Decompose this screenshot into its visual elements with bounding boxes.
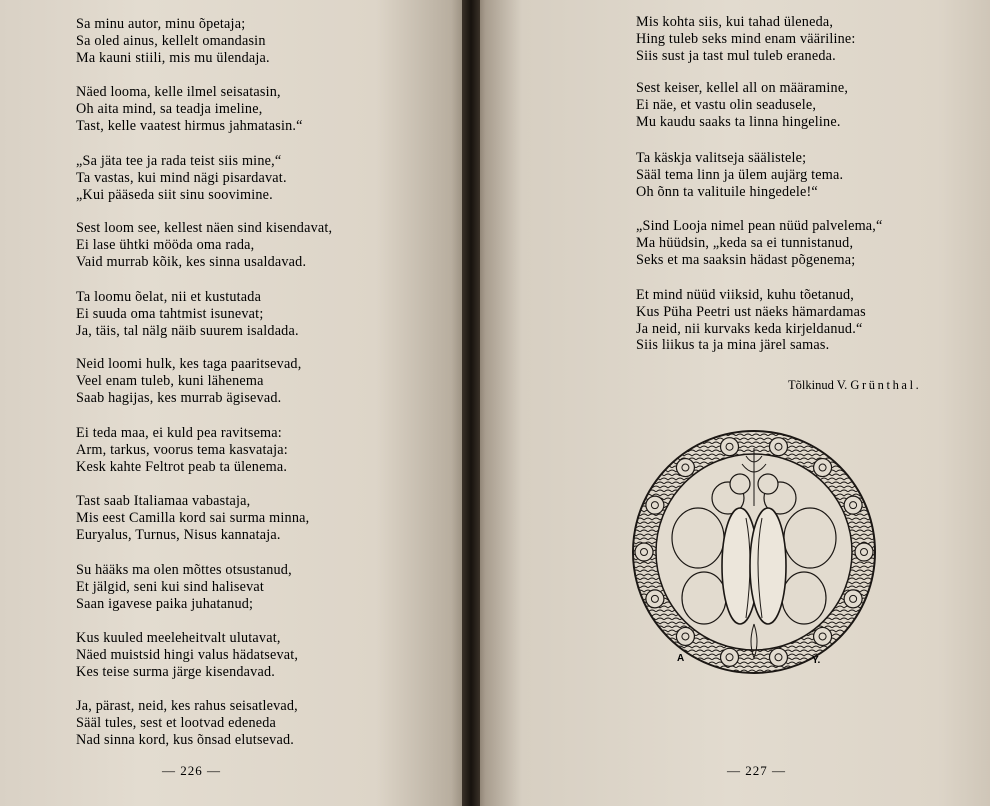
ornament-bead: [814, 627, 832, 645]
verse-line: Sest loom see, kellest näen sind kisendavat,: [76, 220, 333, 236]
verse-line: Sääl tema linn ja ülem aujärg tema.: [636, 166, 844, 183]
ornament-bead: [844, 496, 862, 514]
verse-line: Ta loomu õelat, nii et kustutada: [76, 289, 262, 305]
stanza: [76, 562, 292, 612]
ornament-initial-left: A: [677, 653, 685, 664]
verse-line: Ja, täis, tal nälg näib suurem isaldada.: [76, 322, 299, 339]
verse-line: Tast saab Italiamaa vabastaja,: [76, 493, 251, 509]
verse-line: Et mind nüüd viiksid, kuhu tõetanud,: [636, 287, 855, 303]
verse-line: Mis eest Camilla kord sai surma minna,: [76, 509, 310, 526]
verse-line: Siis sust ja tast mul tuleb eraneda.: [636, 47, 836, 64]
stanza: [76, 289, 299, 339]
verse-line: „Sind Looja nimel pean nüüd palvelema,“: [636, 218, 883, 234]
stanza: [76, 16, 270, 66]
verse-line: Veel enam tuleb, kuni lähenema: [76, 372, 264, 389]
verse-line: Oh aita mind, sa teadja imeline,: [76, 100, 263, 117]
credit-prefix: Tõlkinud V.: [788, 378, 848, 392]
verse-line: Ja neid, nii kurvaks keda kirjeldanud.“: [636, 320, 863, 337]
verse-line: „Kui pääseda siit sinu soovimine.: [76, 186, 273, 203]
verse-line: Tast, kelle vaatest hirmus jahmatasin.“: [76, 117, 303, 134]
verse-line: Et jälgid, seni kui sind halisevat: [76, 578, 265, 595]
verse-line: Seks et ma saaksin hädast põgenema;: [636, 251, 856, 268]
ornament-bead: [676, 459, 694, 477]
ornament-bead: [769, 438, 787, 456]
ornament-bead: [769, 648, 787, 666]
stanza: [76, 630, 298, 680]
ornament-bead: [844, 590, 862, 608]
stanza: [636, 80, 848, 130]
verse-line: Sa oled ainus, kellelt omandasin: [76, 32, 266, 49]
stanza: [636, 218, 883, 268]
verse-line: Siis liikus ta ja mina järel samas.: [636, 337, 830, 354]
verse-line: Ei näe, et vastu olin seadusele,: [636, 96, 817, 113]
verse-line: Mu kaudu saaks ta linna hingeline.: [636, 113, 841, 130]
ornament-bead: [635, 543, 653, 561]
verse-line: Ei lase ühtki mööda oma rada,: [76, 236, 255, 253]
right-page-number: — 227 —: [727, 763, 786, 778]
stanza: [76, 425, 288, 475]
ornament-bead: [855, 543, 873, 561]
verse-line: Ta vastas, kui mind nägi pisardavat.: [76, 169, 287, 186]
ornament-bead: [646, 496, 664, 514]
verse-line: Näed looma, kelle ilmel seisatasin,: [76, 84, 281, 100]
verse-line: Kus Püha Peetri ust näeks hämardamas: [636, 303, 866, 320]
verse-line: Kesk kahte Feltrot peab ta ülenema.: [76, 458, 288, 475]
ornament-drawing: [628, 428, 880, 676]
ornament-initial-right: Y.: [812, 655, 821, 666]
verse-line: Kus kuuled meeleheitvalt ulutavat,: [76, 630, 281, 646]
verse-line: Ma kauni stiili, mis mu ülendaja.: [76, 49, 270, 66]
verse-line: Sa minu autor, minu õpetaja;: [76, 16, 246, 32]
decorative-ornament: [628, 428, 880, 676]
ornament-bead: [676, 627, 694, 645]
verse-line: Näed muistsid hingi valus hädatsevat,: [76, 646, 299, 663]
ornament-bead: [721, 438, 739, 456]
verse-line: Su hääks ma olen mõttes otsustanud,: [76, 562, 292, 578]
verse-line: Vaid murrab kõik, kes sinna usaldavad.: [76, 253, 307, 270]
stanza: [636, 287, 866, 354]
verse-line: Ja, pärast, neid, kes rahus seisatlevad,: [76, 698, 298, 714]
verse-line: Oh õnn ta valituile hingedele!“: [636, 183, 818, 200]
stanza: [636, 14, 856, 64]
verse-line: Sest keiser, kellel all on määramine,: [636, 80, 849, 96]
book-spine: [462, 0, 480, 806]
stanza: [76, 220, 332, 270]
ornament-bead: [721, 648, 739, 666]
verse-line: Euryalus, Turnus, Nisus kannataja.: [76, 526, 281, 543]
stanza: [76, 698, 298, 748]
stanza: [76, 84, 303, 134]
verse-line: Ta käskja valitseja säälistele;: [636, 150, 807, 166]
credit-name: Grünthal.: [850, 378, 922, 392]
verse-line: Neid loomi hulk, kes taga paaritsevad,: [76, 356, 302, 372]
verse-line: Mis kohta siis, kui tahad üleneda,: [636, 14, 834, 30]
verse-line: Ei suuda oma tahtmist isunevat;: [76, 305, 264, 322]
ornament-bead: [646, 590, 664, 608]
translator-credit: [788, 378, 921, 393]
stanza: [76, 356, 301, 406]
verse-line: Arm, tarkus, voorus tema kasvataja:: [76, 441, 288, 458]
verse-line: Kes teise surma järge kisendavad.: [76, 663, 275, 680]
verse-line: Ma hüüdsin, „keda sa ei tunnistanud,: [636, 234, 854, 251]
verse-line: Sääl tules, sest et lootvad edeneda: [76, 714, 277, 731]
stanza: [636, 150, 843, 200]
stanza: [76, 493, 309, 543]
verse-line: „Sa jäta tee ja rada teist siis mine,“: [76, 153, 282, 169]
verse-line: Saan igavese paika juhatanud;: [76, 595, 254, 612]
verse-line: Ei teda maa, ei kuld pea ravitsema:: [76, 425, 282, 441]
stanza: [76, 153, 287, 203]
verse-line: Saab hagijas, kes murrab ägisevad.: [76, 389, 282, 406]
ornament-bead: [814, 459, 832, 477]
verse-line: Nad sinna kord, kus õnsad elutsevad.: [76, 731, 295, 748]
left-page-number: — 226 —: [162, 763, 221, 778]
verse-line: Hing tuleb seks mind enam vääriline:: [636, 30, 856, 47]
